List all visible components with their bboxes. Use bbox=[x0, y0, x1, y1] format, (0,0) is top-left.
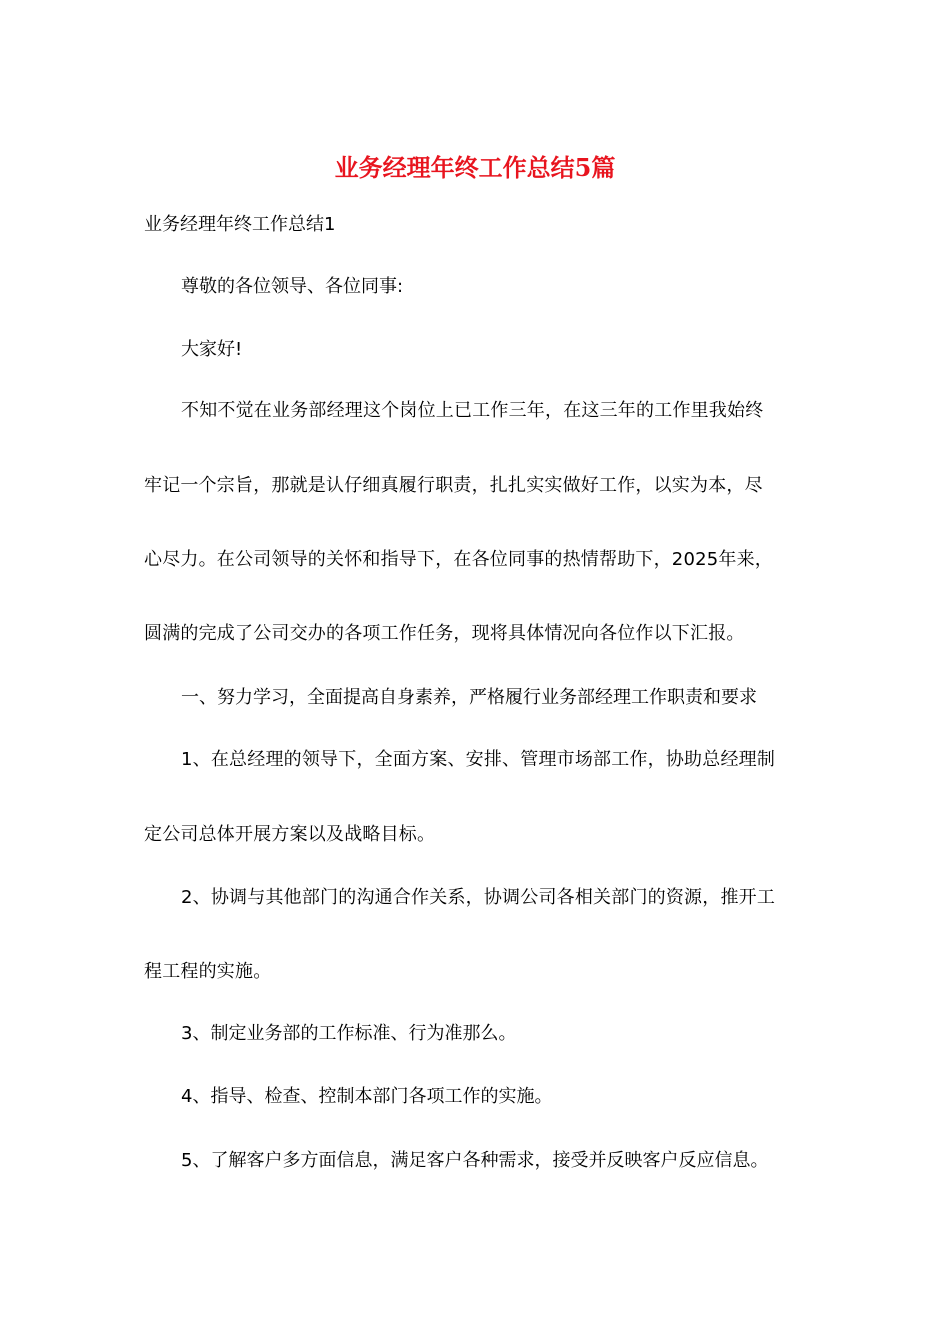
list-item-line: 程工程的实施。 bbox=[144, 961, 272, 982]
greeting-line: 尊敬的各位领导、各位同事: bbox=[181, 276, 404, 297]
list-item-line: 定公司总体开展方案以及战略目标。 bbox=[144, 824, 436, 845]
list-item-line: 2、协调与其他部门的沟通合作关系，协调公司各相关部门的资源，推开工 bbox=[181, 887, 776, 908]
list-item-line: 1、在总经理的领导下，全面方案、安排、管理市场部工作，协助总经理制 bbox=[181, 749, 776, 770]
list-item-line: 3、制定业务部的工作标准、行为准那么。 bbox=[181, 1023, 517, 1044]
hello-line: 大家好! bbox=[181, 339, 243, 360]
document-title: 业务经理年终工作总结5篇 bbox=[334, 153, 616, 182]
part-heading: 一、努力学习，全面提高自身素养，严格履行业务部经理工作职责和要求 bbox=[181, 687, 757, 708]
list-item-line: 5、了解客户多方面信息，满足客户各种需求，接受并反映客户反应信息。 bbox=[181, 1150, 769, 1171]
section-heading: 业务经理年终工作总结1 bbox=[144, 214, 336, 235]
paragraph-line: 不知不觉在业务部经理这个岗位上已工作三年，在这三年的工作里我始终 bbox=[181, 400, 764, 421]
paragraph-line: 圆满的完成了公司交办的各项工作任务，现将具体情况向各位作以下汇报。 bbox=[144, 623, 745, 644]
paragraph-line: 牢记一个宗旨，那就是认仔细真履行职责，扎扎实实做好工作，以实为本，尽 bbox=[144, 475, 763, 496]
paragraph-line: 心尽力。在公司领导的关怀和指导下，在各位同事的热情帮助下，2025年来， bbox=[144, 549, 774, 570]
list-item-line: 4、指导、检查、控制本部门各项工作的实施。 bbox=[181, 1086, 553, 1107]
